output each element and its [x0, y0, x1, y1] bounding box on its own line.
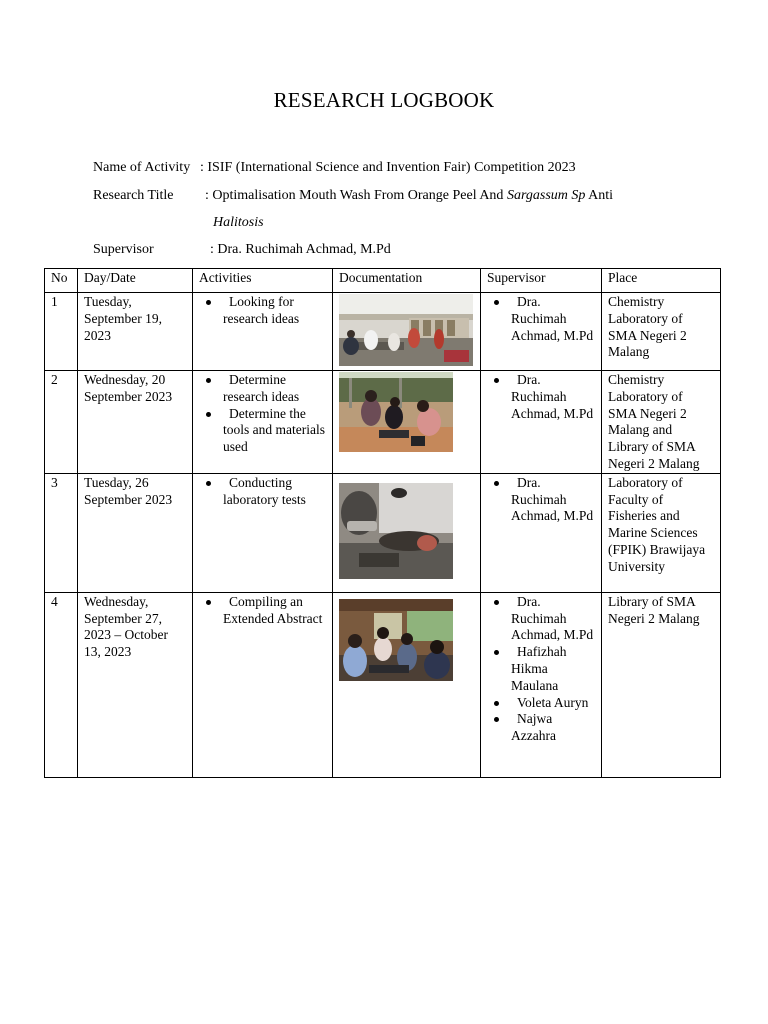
cell-date: Wednesday, September 27, 2023 – October 13, 2023: [78, 592, 193, 777]
cell-place: Chemistry Laboratory of SMA Negeri 2 Malang: [602, 293, 721, 371]
list-item: Dra. Ruchimah Achmad, M.Pd: [511, 475, 595, 525]
bullet-icon: [494, 650, 499, 655]
table-row: [45, 371, 721, 474]
laboratory-photo: [339, 294, 473, 366]
list-item: Determine research ideas: [223, 372, 326, 406]
list-item: Dra. Ruchimah Achmad, M.Pd: [511, 372, 595, 422]
research-value-line2: [213, 215, 264, 231]
group-discussion-photo: [339, 372, 453, 452]
cell-date: Tuesday, 26 September 2023: [78, 473, 193, 592]
cell-no: 4: [45, 592, 78, 777]
cell-supervisor: [481, 473, 602, 592]
cell-documentation: [333, 293, 481, 371]
bullet-icon: [206, 412, 211, 417]
research-value-species: Sargassum Sp: [506, 188, 586, 203]
table-row: [45, 473, 721, 592]
cell-date: Tuesday, September 19, 2023: [78, 293, 193, 371]
list-item: Hafizhah Hikma Maulana: [511, 644, 595, 694]
cell-activities: [193, 371, 333, 474]
cell-supervisor: [481, 592, 602, 777]
research-value-suffix: Anti: [585, 188, 613, 203]
cell-place: Laboratory of Faculty of Fisheries and Marine Sciences (FPIK) Brawijaya University: [602, 473, 721, 592]
bullet-icon: [206, 481, 211, 486]
header-activities: Activities: [193, 269, 333, 293]
bullet-icon: [494, 701, 499, 706]
cell-place: Library of SMA Negeri 2 Malang: [602, 592, 721, 777]
cell-activities: [193, 293, 333, 371]
list-item: Dra. Ruchimah Achmad, M.Pd: [511, 594, 595, 644]
header-documentation: Documentation: [333, 269, 481, 293]
list-item: Conducting laboratory tests: [223, 475, 326, 509]
supervisor-label: Supervisor: [93, 242, 154, 257]
header-place: Place: [602, 269, 721, 293]
table-row: [45, 293, 721, 371]
bullet-icon: [494, 717, 499, 722]
bullet-icon: [494, 300, 499, 305]
cell-documentation: [333, 473, 481, 592]
cell-supervisor: [481, 371, 602, 474]
list-item: Voleta Auryn: [511, 695, 595, 712]
bullet-icon: [494, 481, 499, 486]
research-value: [205, 188, 613, 204]
cell-activities: [193, 473, 333, 592]
logbook-table: [44, 268, 721, 778]
meta-activity: [93, 160, 576, 176]
research-value-line2-text: Halitosis: [213, 215, 264, 230]
cell-documentation: [333, 592, 481, 777]
header-supervisor: Supervisor: [481, 269, 602, 293]
activity-value: : ISIF (International Science and Invention Fair) Competition 2023: [200, 160, 576, 175]
cell-no: 1: [45, 293, 78, 371]
lab-test-photo: [339, 483, 453, 579]
cell-no: 3: [45, 473, 78, 592]
header-date: Day/Date: [78, 269, 193, 293]
list-item: Dra. Ruchimah Achmad, M.Pd: [511, 294, 595, 344]
table-header-row: [45, 269, 721, 293]
list-item: Looking for research ideas: [223, 294, 326, 328]
page-title: RESEARCH LOGBOOK: [273, 88, 495, 112]
table-row: [45, 592, 721, 777]
bullet-icon: [494, 600, 499, 605]
supervisor-value: : Dra. Ruchimah Achmad, M.Pd: [210, 242, 391, 257]
meta-research-title: [93, 188, 613, 204]
cell-place: Chemistry Laboratory of SMA Negeri 2 Malang and Library of SMA Negeri 2 Malang: [602, 371, 721, 474]
bullet-icon: [206, 600, 211, 605]
cell-date: Wednesday, 20 September 2023: [78, 371, 193, 474]
cell-activities: [193, 592, 333, 777]
cell-no: 2: [45, 371, 78, 474]
list-item: Compiling an Extended Abstract: [223, 594, 326, 628]
list-item: Najwa Azzahra: [511, 711, 595, 745]
research-value-text: : Optimalisation Mouth Wash From Orange Peel And: [205, 188, 507, 203]
meta-supervisor: [93, 242, 391, 258]
list-item: Determine the tools and materials used: [223, 406, 326, 456]
bullet-icon: [494, 378, 499, 383]
cell-supervisor: [481, 293, 602, 371]
bullet-icon: [206, 378, 211, 383]
library-group-photo: [339, 599, 453, 681]
cell-documentation: [333, 371, 481, 474]
header-no: No: [45, 269, 78, 293]
activity-label: Name of Activity: [93, 160, 191, 175]
bullet-icon: [206, 300, 211, 305]
research-label: Research Title: [93, 188, 174, 203]
